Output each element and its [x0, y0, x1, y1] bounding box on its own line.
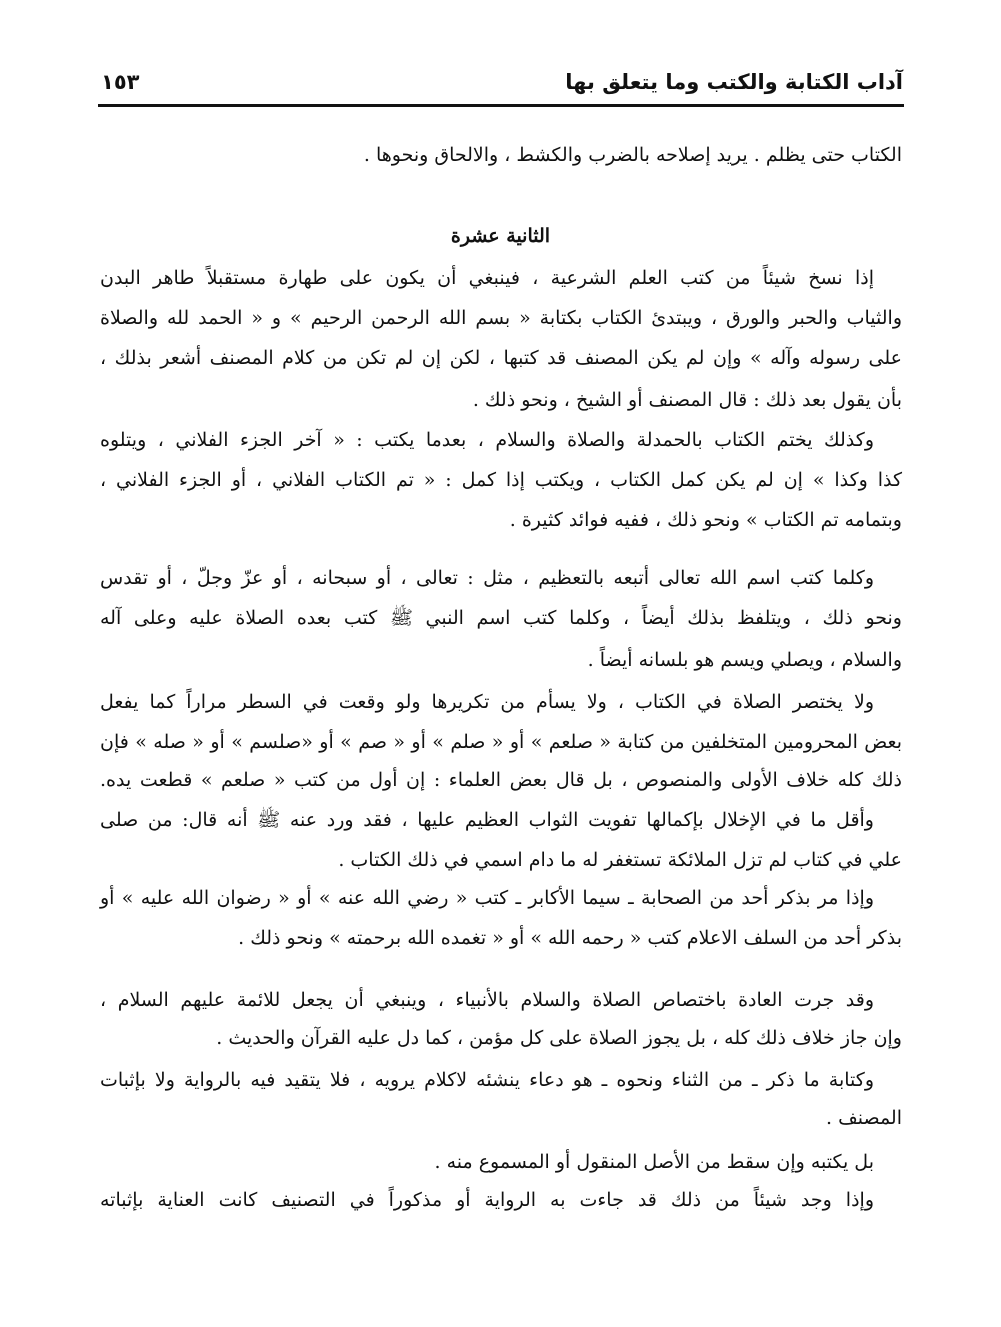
text-line: وإن جاز خلاف ذلك كله ، بل يجوز الصلاة على كل مؤمن ، كما دل عليه القرآن والحديث . — [216, 1027, 902, 1049]
header-rule — [98, 104, 904, 107]
text-line: علي في كتاب لم تزل الملائكة تستغفر له ما دام اسمي في ذلك الكتاب . — [338, 849, 902, 871]
text-line: المصنف . — [825, 1107, 902, 1129]
text-line: وأقل ما في الإخلال بإكمالها تفويت الثواب العظيم عليها ، فقد ورد عنه ﷺ أنه قال: من صلى — [100, 809, 874, 831]
text-line: على رسوله وآله » وإن لم يكن المصنف قد كتبها ، لكن إن لم تكن من كلام المصنف أشعر بذلك ، — [100, 347, 902, 369]
section-heading: الثانية عشرة — [450, 225, 551, 247]
text-line: وإذا مر بذكر أحد من الصحابة ـ سيما الأكابر ـ كتب « رضي الله عنه » أو « رضوان الله عليه » أو — [100, 887, 874, 909]
text-line: بذكر أحد من السلف الاعلام كتب « رحمه الله » أو « تغمده الله برحمته » ونحو ذلك . — [238, 927, 902, 949]
text-line: وإذا وجد شيئاً من ذلك قد جاءت به الرواية أو مذكوراً في التصنيف كانت العناية بإثباته — [100, 1189, 874, 1211]
text-line: والسلام ، ويصلي ويسم هو بلسانه أيضاً . — [587, 649, 902, 671]
text-line: ونحو ذلك ، ويتلفظ بذلك أيضاً ، وكلما كتب اسم النبي ﷺ كتب بعده الصلاة عليه وعلى آله — [100, 607, 902, 629]
text-line: والثياب والحبر والورق ، ويبتدئ الكتاب بكتابة « بسم الله الرحمن الرحيم » و « الحمد لله والصلاة — [100, 307, 903, 329]
text-line: وكذلك يختم الكتاب بالحمدلة والصلاة والسلام ، بعدما يكتب : « آخر الجزء الفلاني ، ويتلوه — [100, 429, 874, 451]
text-line: إذا نسخ شيئاً من كتب العلم الشرعية ، فينبغي أن يكون على طهارة مستقبلاً طاهر البدن — [100, 267, 874, 289]
text-line: ذلك كله خلاف الأولى والمنصوص ، بل قال بعض العلماء : إن أول من كتب « صلعم » قطعت يده. — [100, 769, 902, 791]
text-line: بل يكتبه وإن سقط من الأصل المنقول أو المسموع منه . — [434, 1151, 874, 1173]
intro-line: الكتاب حتى يظلم . يريد إصلاحه بالضرب والكشط ، والالحاق ونحوها . — [363, 144, 902, 166]
page-number: ١٥٣ — [101, 70, 140, 94]
text-line: كذا وكذا » إن لم يكن كمل الكتاب ، ويكتب إذا كمل : « تم الكتاب الفلاني ، أو الجزء الفلاني ، — [100, 469, 902, 491]
text-line: بعض المحرومين المتخلفين من كتابة « صلعم » أو « صلم » أو « صم » أو «صلسم » أو « صله » فإن — [100, 731, 902, 753]
text-line: وكتابة ما ذكر ـ من الثناء ونحوه ـ هو دعاء ينشئه لاكلام يرويه ، فلا يتقيد فيه بالرواية ولا بإثبات — [100, 1069, 874, 1091]
text-line: وبتمامه تم الكتاب » ونحو ذلك ، ففيه فوائد كثيرة . — [509, 509, 902, 531]
text-line: ولا يختصر الصلاة في الكتاب ، ولا يسأم من تكريرها ولو وقعت في السطر مراراً كما يفعل — [100, 691, 874, 713]
text-line: بأن يقول بعد ذلك : قال المصنف أو الشيخ ، ونحو ذلك . — [472, 389, 902, 411]
text-line: وكلما كتب اسم الله تعالى أتبعه بالتعظيم ، مثل : تعالى ، أو سبحانه ، أو عزّ وجلّ ، أو تقدس — [100, 567, 874, 589]
text-line: وقد جرت العادة باختصاص الصلاة والسلام بالأنبياء ، وينبغي أن يجعل للائمة عليهم السلام ، — [100, 989, 874, 1011]
running-header-title: آداب الكتابة والكتب وما يتعلق بها — [565, 70, 903, 94]
